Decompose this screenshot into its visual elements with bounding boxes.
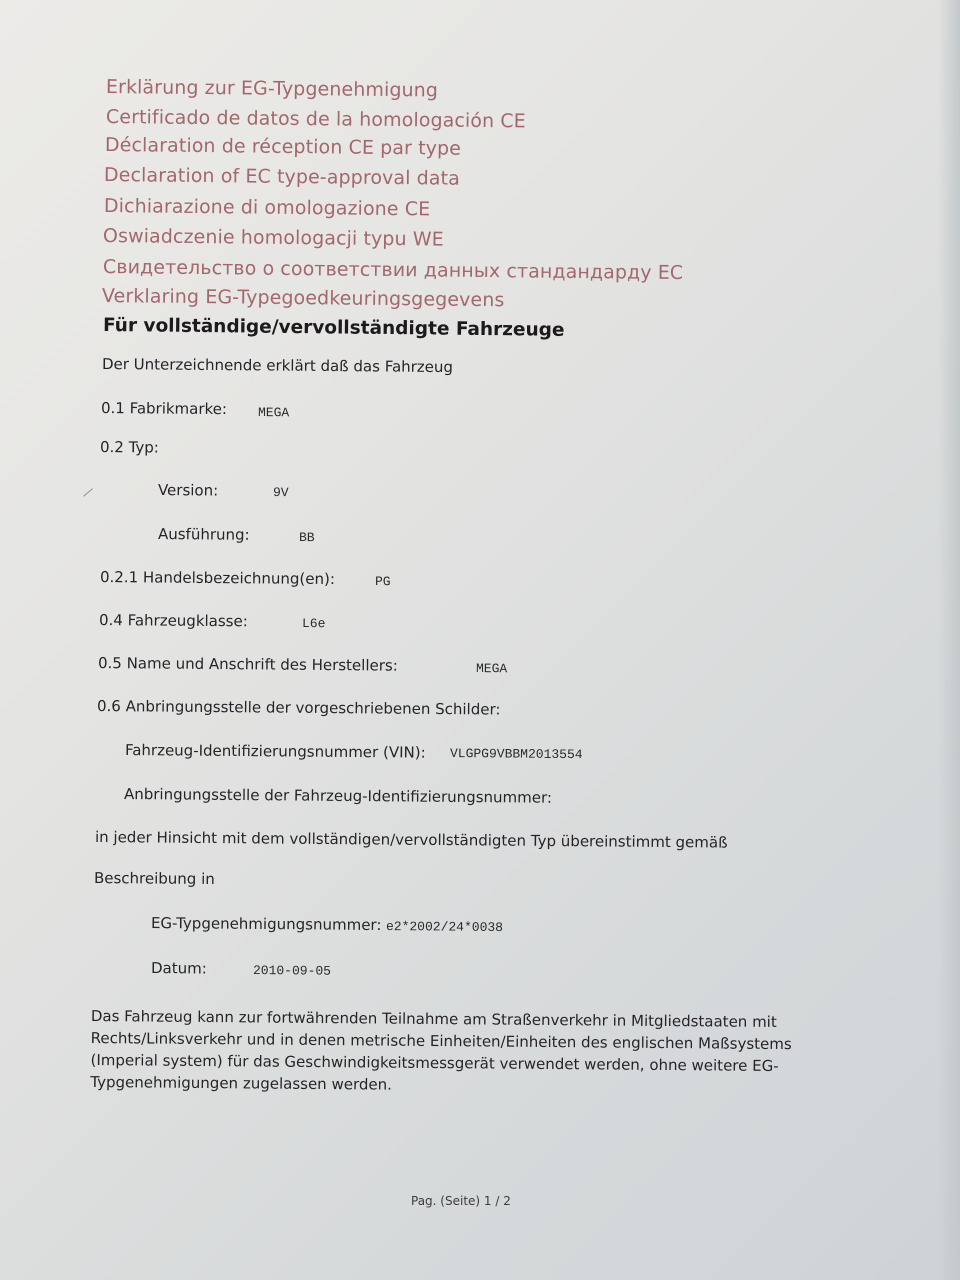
manufacturer-label: 0.5 Name und Anschrift des Herstellers: [97,654,398,675]
title-nl: Verklaring EG-Typegoedkeuringsgegevens [101,285,505,312]
title-de: Erklärung zur EG-Typgenehmigung [105,76,439,102]
vin-label: Fahrzeug-Identifizierungsnummer (VIN): [124,741,426,762]
make-label: 0.1 Fabrikmarke: [100,399,228,419]
type-label: 0.2 Typ: [99,438,159,457]
approval-number-label: EG-Typgenehmigungsnummer: [150,914,382,935]
closing-line: Das Fahrzeug kann zur fortwährenden Teilnahme am Straßenverkehr in Mitgliedstaaten mit [90,1006,777,1031]
description-label: Beschreibung in [93,869,215,889]
make-value: MEGA [257,405,290,421]
vin-location-label: Anbringungsstelle der Fahrzeug-Identifizierungsnummer: [123,785,553,807]
approval-number-value: e2*2002/24*0038 [385,919,504,936]
closing-line: (Imperial system) für das Geschwindigkeitsmessgerät verwendet werden, ohne weitere EG- [90,1050,779,1076]
plates-location-label: 0.6 Anbringungsstelle der vorgeschriebenen Schilder: [96,697,501,719]
pen-mark [83,488,93,496]
page-edge-shadow [938,0,960,1280]
closing-line: Typgenehmigungen zugelassen werden. [90,1072,393,1094]
date-value: 2010-09-05 [252,963,332,979]
title-pl: Oswiadczenie homologacji typu WE [102,225,444,251]
version-value: 9V [272,485,289,501]
conformity-text: in jeder Hinsicht mit dem vollständigen/vervollständigten Typ übereinstimmt gemäß [94,828,728,852]
date-label: Datum: [150,959,207,978]
trade-name-value: PG [374,574,391,590]
vehicle-class-value: L6e [301,616,326,632]
title-ru: Свидетельство о соответствии данных стандандарду ЕС [102,256,684,285]
closing-line: Rechts/Linksverkehr und in denen metrische Einheiten/Einheiten des englischen Maßsystems [90,1028,792,1054]
variant-label: Ausführung: [157,525,250,544]
intro-text: Der Unterzeichnende erklärt daß das Fahrzeug [101,355,454,377]
title-it: Dichiarazione di omologazione CE [103,195,431,221]
page-number: Pag. (Seite) 1 / 2 [411,1194,511,1208]
closing-paragraph [90,1005,791,1099]
title-fr: Déclaration de réception CE par type [104,134,462,160]
vin-value: VLGPG9VBBM2013554 [449,746,583,763]
title-en: Declaration of EC type-approval data [103,164,461,190]
document-heading: Für vollständige/vervollständigte Fahrzeuge [102,315,565,341]
vehicle-class-label: 0.4 Fahrzeugklasse: [98,611,248,631]
version-label: Version: [157,481,219,500]
trade-name-label: 0.2.1 Handelsbezeichnung(en): [99,568,336,589]
title-es: Certificado de datos de la homologación CE [105,106,526,133]
variant-value: BB [298,530,315,546]
manufacturer-value: MEGA [475,661,508,677]
